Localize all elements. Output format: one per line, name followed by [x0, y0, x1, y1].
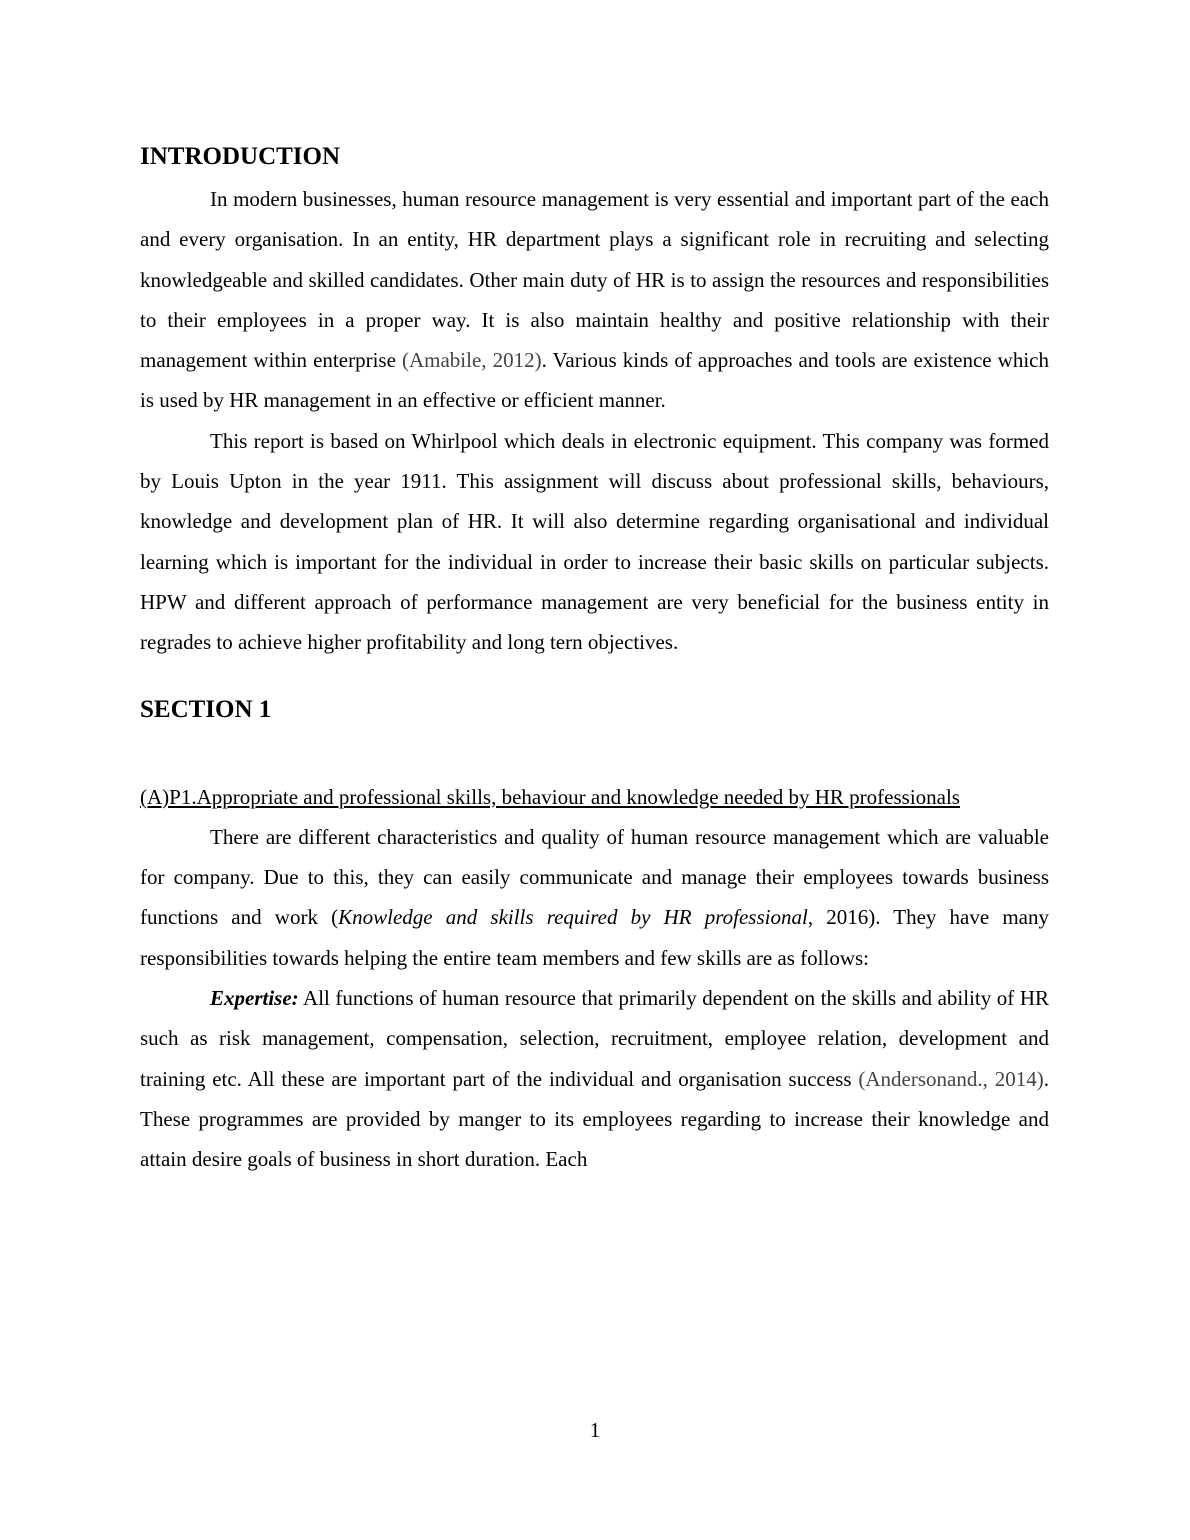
introduction-heading: INTRODUCTION	[140, 143, 341, 170]
introduction-p1-text-a: In modern businesses, human resource management is very essential and important part of the each and every organisation. In an entity, HR department plays a significant role in recruiting and selecting knowledgeable and skilled candidates. Other main duty of HR is to assign the resources and responsibilities to their employees in a proper way. It is also maintain healthy and positive relationship with their management within enterprise	[140, 187, 1049, 373]
citation-hr-professional: Knowledge and skills required by HR professional	[338, 905, 808, 930]
document-page	[140, 140, 1049, 1180]
citation-amabile: (Amabile, 2012)	[401, 348, 542, 373]
expertise-label: Expertise:	[210, 986, 299, 1011]
section-1-heading: SECTION 1	[140, 695, 272, 723]
introduction-p1-text-b: . Various kinds of approaches and tools are existence which is used by HR management in an effective or efficient manner.	[140, 348, 1050, 413]
section-1-paragraph-2	[140, 978, 1049, 1179]
section-1-subheading: (A)P1.Appropriate and professional skills, behaviour and knowledge needed by HR professionals	[140, 784, 960, 809]
section-1-p1-text-a: There are different characteristics and quality of human resource management which are valuable for company. Due to this, they can easily communicate and manage their employees towards business functions and work (	[140, 824, 1049, 930]
section-1-p2-text-a: All functions of human resource that primarily dependent on the skills and ability of HR such as risk management, compensation, selection, recruitment, employee relation, development and training etc. All these are important part of the individual and organisation success	[140, 986, 1049, 1091]
page-number: 1	[589, 1418, 601, 1442]
section-1-p1-text-b: , 2016). They have many responsibilities towards helping the entire team members and few skills are as follows:	[140, 905, 1050, 970]
section-1-p2-text-b: . These programmes are provided by manger to its employees regarding to increase their knowledge and attain desire goals of business in short duration. Each	[140, 1066, 1049, 1172]
introduction-paragraph-1	[140, 179, 1049, 421]
section-1-paragraph-1	[140, 817, 1049, 978]
introduction-paragraph-2: This report is based on Whirlpool which deals in electronic equipment. This company was formed by Louis Upton in the year 1911. This assignment will discuss about professional skills, behaviours, knowledge and development plan of HR. It will also determine regarding organisational and individual learning which is important for the individual in order to increase their basic skills on particular subjects. HPW and different approach of performance management are very beneficial for the business entity in regrades to achieve higher profitability and long tern objectives.	[140, 428, 1049, 655]
citation-andersonand: (Andersonand., 2014)	[858, 1066, 1044, 1091]
